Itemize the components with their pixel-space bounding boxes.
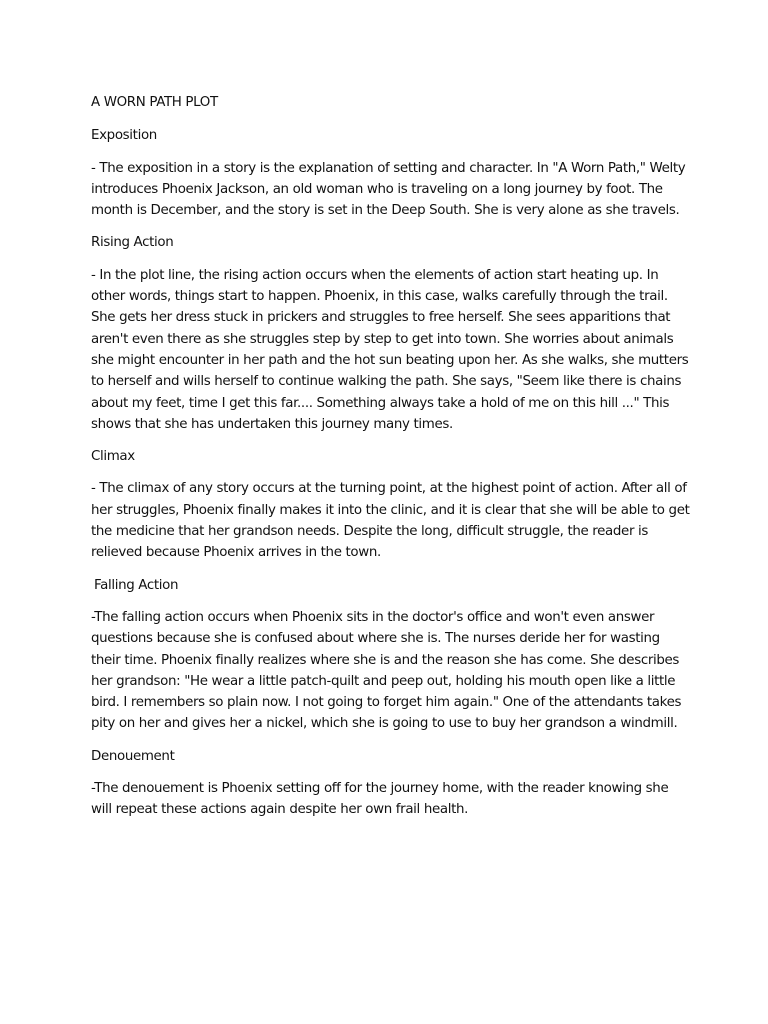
section-body-climax: - The climax of any story occurs at the turning point, at the highest point of action. After all of her struggles, Phoenix finally makes it into the clinic, and it is clear that she will be able to get the medicine that her grandson needs. Despite the long, difficult struggle, the reader is relieved because Phoenix arrives in the town.: [91, 481, 690, 561]
document-page: [91, 92, 691, 832]
document-title: A WORN PATH PLOT: [91, 95, 218, 110]
section-heading-exposition: Exposition: [91, 128, 157, 144]
section-body-denouement: -The denouement is Phoenix setting off for the journey home, with the reader knowing she will repeat these actions again despite her own frail health.: [91, 781, 669, 818]
section-heading-denouement: Denouement: [91, 748, 175, 764]
section-heading-falling-action: Falling Action: [94, 577, 179, 593]
section-body-rising-action: - In the plot line, the rising action occurs when the elements of action start heating up. In other words, things start to happen. Phoenix, in this case, walks carefully through the trail. She gets her dress stuck in prickers and struggles to free herself. She sees apparitions that aren't even there as she struggles step by step to get into town. She worries about animals she might encounter in her path and the hot sun beating upon her. As she walks, she mutters to herself and wills herself to continue walking the path. She says, "Seem like there is chains about my feet, time I get this far.... Something always take a hold of me on this hill ..." This shows that she has undertaken this journey many times.: [91, 267, 689, 432]
section-heading-rising-action: Rising Action: [91, 235, 174, 251]
section-body-exposition: - The exposition in a story is the explanation of setting and character. In "A Worn Path," Welty introduces Phoenix Jackson, an old woman who is traveling on a long journey by foot. The month is December, and the story is set in the Deep South. She is very alone as she travels.: [91, 160, 686, 219]
section-body-falling-action: -The falling action occurs when Phoenix sits in the doctor's office and won't even answer questions because she is confused about where she is. The nurses deride her for wasting their time. Phoenix finally realizes where she is and the reason she has come. She describes her grandson: "He wear a little patch-quilt and peep out, holding his mouth open like a little bird. I remembers so plain now. I not going to forget him again." One of the attendants takes pity on her and gives her a nickel, which she is going to use to buy her grandson a windmill.: [91, 609, 682, 732]
section-heading-climax: Climax: [91, 449, 135, 465]
